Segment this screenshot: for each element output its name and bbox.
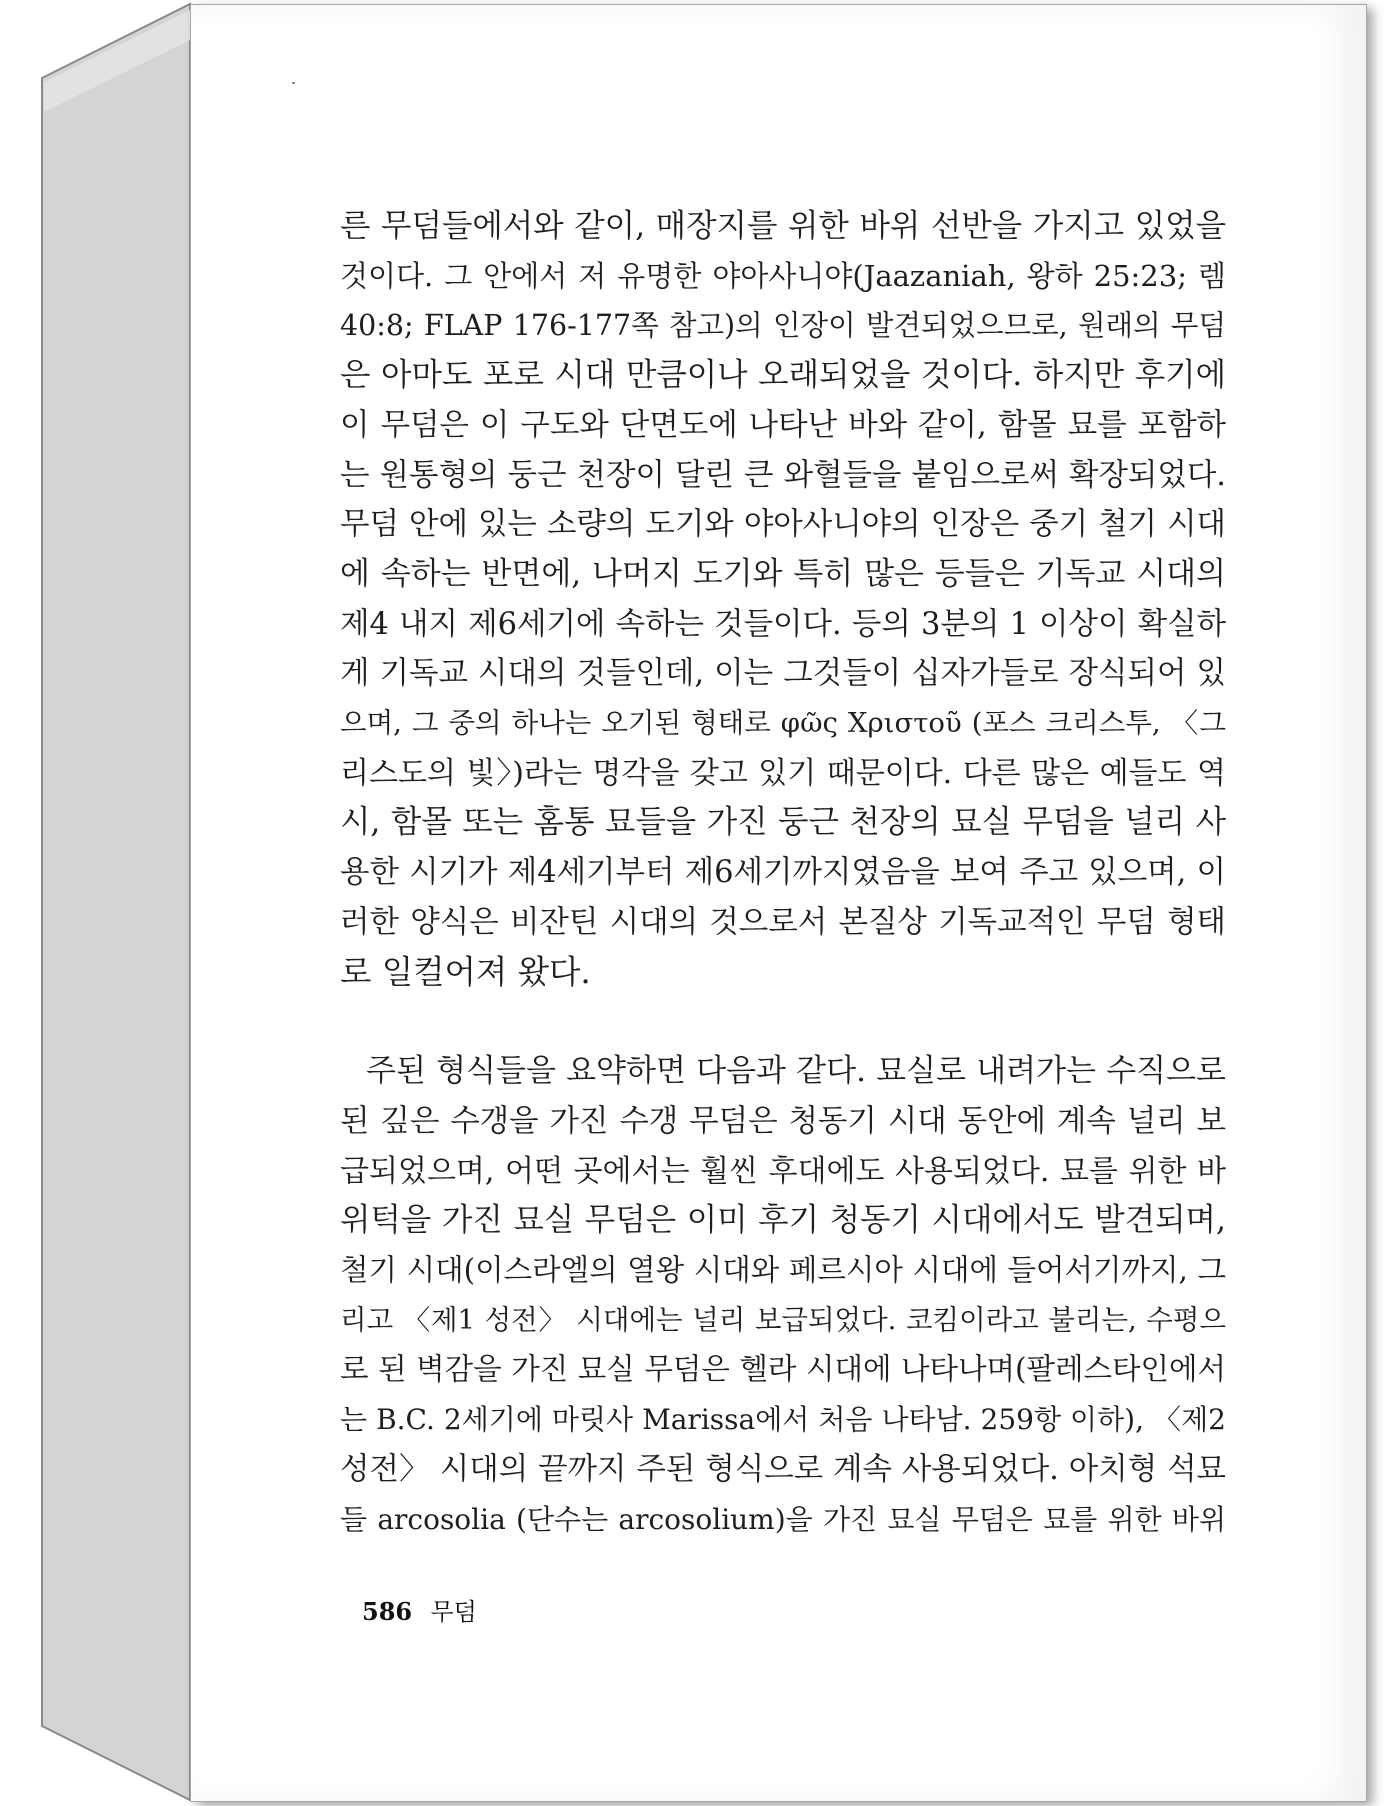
text-line: 이 무덤은 이 구도와 단면도에 나타난 바와 같이, 함몰 묘를 포함하 <box>340 407 1226 443</box>
text-line: 로 된 벽감을 가진 묘실 무덤은 헬라 시대에 나타나며(팔레스타인에서 <box>340 1352 1226 1387</box>
text-line: 은 아마도 포로 시대 만큼이나 오래되었을 것이다. 하지만 후기에 <box>340 357 1226 394</box>
text-line: 된 깊은 수갱을 가진 수갱 무덤은 청동기 시대 동안에 계속 널리 보 <box>340 1103 1226 1139</box>
text-line: 른 무덤들에서와 같이, 매장지를 위한 바위 선반을 가지고 있었을 <box>340 208 1226 244</box>
text-line: 40:8; FLAP 176-177쪽 참고)의 인장이 발견되었으므로, 원래의 무덤 <box>340 309 1226 343</box>
text-line: 성전〉 시대의 끝까지 주된 형식으로 계속 사용되었다. 아치형 석묘 <box>340 1451 1226 1487</box>
text-line: 무덤 안에 있는 소량의 도기와 야아사니야의 인장은 중기 철기 시대 <box>340 507 1226 543</box>
text-line: 급되었으며, 어떤 곳에서는 훨씬 후대에도 사용되었다. 묘를 위한 바 <box>340 1153 1226 1189</box>
text-line: 로 일컬어져 왔다. <box>340 952 591 991</box>
page-footer <box>362 1592 477 1627</box>
body-text <box>340 202 1226 1544</box>
page-number: 586 <box>362 1597 413 1626</box>
paragraph <box>340 202 1226 997</box>
text-line: 러한 양식은 비잔틴 시대의 것으로서 본질상 기독교적인 무덤 형태 <box>340 904 1226 940</box>
text-line: 위턱을 가진 묘실 무덤은 이미 후기 청동기 시대에서도 발견되며, <box>340 1202 1226 1239</box>
text-line: 주된 형식들을 요약하면 다음과 같다. 묘실로 내려가는 수직으로 <box>366 1053 1226 1090</box>
text-line: 으며, 그 중의 하나는 오기된 형태로 φῶς Χριστοῦ (포스 크리스투, 〈그 <box>340 707 1226 740</box>
text-line: 제4 내지 제6세기에 속하는 것들이다. 등의 3분의 1 이상이 확실하 <box>340 606 1226 642</box>
text-line: 는 원통형의 둥근 천장이 달린 큰 와혈들을 붙임으로써 확장되었다. <box>340 457 1226 493</box>
paragraph <box>340 1047 1226 1544</box>
text-line: 시, 함몰 또는 홈통 묘들을 가진 둥근 천장의 묘실 무덤을 널리 사 <box>340 804 1226 841</box>
book-side-face <box>42 4 190 1800</box>
text-line: 에 속하는 반면에, 나머지 도기와 특히 많은 등들은 기독교 시대의 <box>340 555 1226 592</box>
text-line: 들 arcosolia (단수는 arcosolium)을 가진 묘실 무덤은 묘를 위한 바위 <box>340 1502 1226 1536</box>
text-line: 게 기독교 시대의 것들인데, 이는 그것들이 십자가들로 장식되어 있 <box>340 656 1226 692</box>
scan-speck <box>292 82 295 84</box>
text-line: 리스도의 빛〉)라는 명각을 갖고 있기 때문이다. 다른 많은 예들도 역 <box>340 755 1226 791</box>
text-line: 는 B.C. 2세기에 마릿사 Marissa에서 처음 나타남. 259항 이하), 〈제2 <box>340 1403 1226 1437</box>
text-line: 리고 〈제1 성전〉 시대에는 널리 보급되었다. 코킴이라고 불리는, 수평으 <box>340 1303 1226 1336</box>
running-head: 무덤 <box>430 1598 477 1626</box>
text-line: 철기 시대(이스라엘의 열왕 시대와 페르시아 시대에 들어서기까지, 그 <box>340 1253 1226 1288</box>
text-line: 것이다. 그 안에서 저 유명한 야아사니야(Jaazaniah, 왕하 25:23; 렘 <box>340 258 1226 293</box>
text-line: 용한 시기가 제4세기부터 제6세기까지였음을 보여 주고 있으며, 이 <box>340 855 1226 891</box>
